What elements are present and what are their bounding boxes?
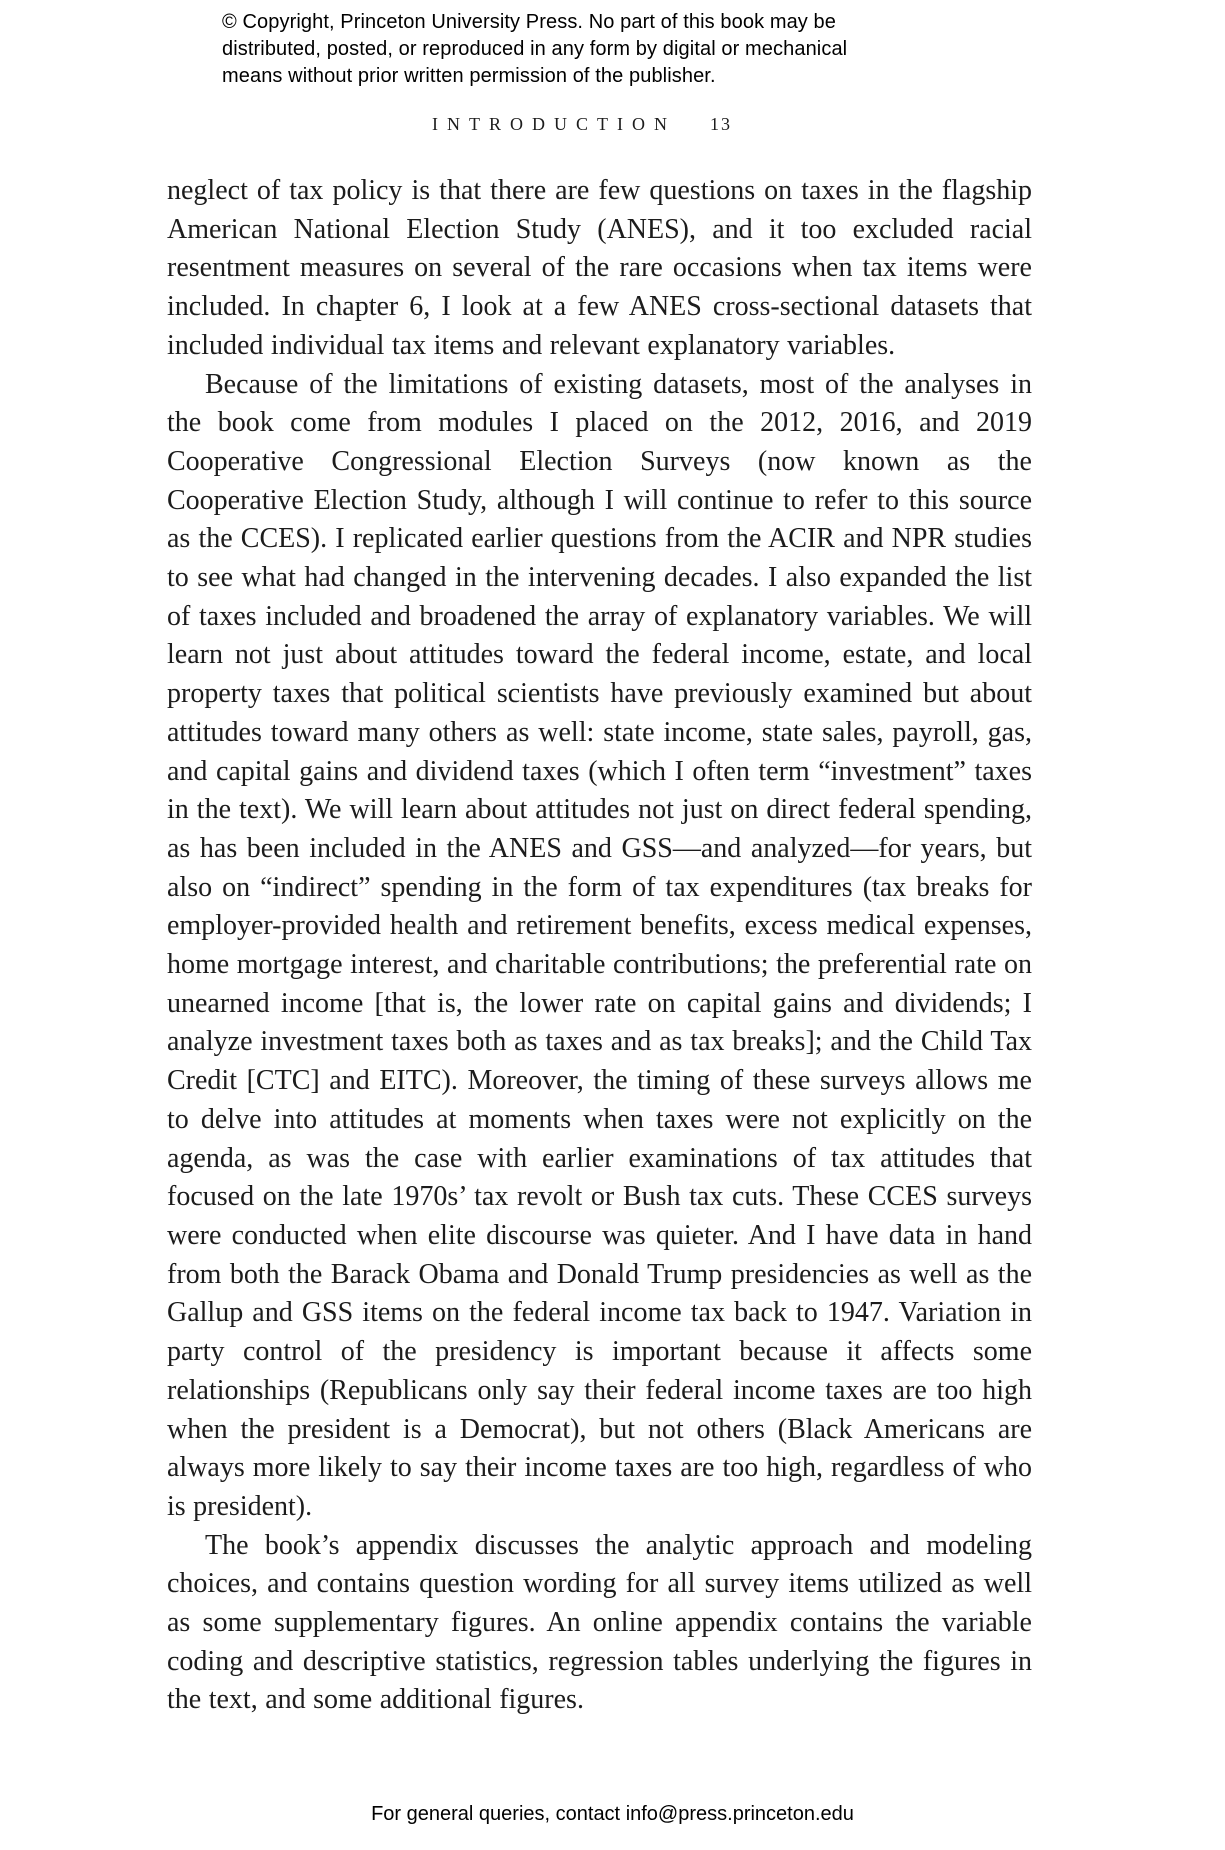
- paragraph-3: The book’s appendix discusses the analytic approach and modeling choices, and contains question wording for all survey items utilized as well as some supplementary figures. An online appendix contains the variable coding and descriptive statistics, regression tables underlying the figures in the text, and some additional figures.: [167, 1529, 1032, 1716]
- page-footer: [0, 1803, 1225, 1826]
- chapter-title: INTRODUCTION: [432, 114, 676, 134]
- body-text: [167, 172, 1032, 1720]
- copyright-notice: [222, 9, 847, 90]
- copyright-line-3: means without prior written permission of the publisher.: [222, 65, 716, 87]
- copyright-line-2: distributed, posted, or reproduced in any form by digital or mechanical: [222, 38, 848, 60]
- paragraph-2: Because of the limitations of existing datasets, most of the analyses in the book come from modules I placed on the 2012, 2016, and 2019 Cooperative Congressional Election Surveys (now known as the Cooperative Election Study, although I will continue to refer to this source as the CCES). I replicated earlier questions from the ACIR and NPR studies to see what had changed in the intervening decades. I also expanded the list of taxes included and broadened the array of explanatory variables. We will learn not just about attitudes toward the federal income, estate, and local property taxes that political scientists have previously examined but about attitudes toward many others as well: state income, state sales, payroll, gas, and capital gains and dividend taxes (which I often term “investment” taxes in the text). We will learn about attitudes not just on direct federal spending, as has been included in the ANES and GSS—and analyzed—for years, but also on “indirect” spending in the form of tax expenditures (tax breaks for employer-provided health and retirement benefits, excess medical expenses, home mortgage interest, and charitable contributions; the preferential rate on unearned income [that is, the lower rate on capital gains and dividends; I analyze investment taxes both as taxes and as tax breaks]; and the Child Tax Credit [CTC] and EITC). Moreover, the timing of these surveys allows me to delve into attitudes at moments when taxes were not explicitly on the agenda, as was the case with earlier examinations of tax attitudes that focused on the late 1970s’ tax revolt or Bush tax cuts. These CCES surveys were conducted when elite discourse was quieter. And I have data in hand from both the Barack Obama and Donald Trump presidencies as well as the Gallup and GSS items on the federal income tax back to 1947. Variation in party control of the presidency is important because it affects some relationships (Republicans only say their federal income taxes are too high when the president is a Democrat), but not others (Black Americans are always more likely to say their income taxes are too high, regardless of who is president).: [167, 368, 1032, 1522]
- running-head: [167, 114, 997, 135]
- copyright-line-1: © Copyright, Princeton University Press. No part of this book may be: [222, 11, 837, 33]
- contact-email-link[interactable]: info@press.princeton.edu: [625, 1803, 854, 1825]
- footer-text: For general queries, contact: [371, 1803, 626, 1825]
- paragraph-1: neglect of tax policy is that there are few questions on taxes in the flagship American National Election Study (ANES), and it too excluded racial resentment measures on several of the rare occasions when tax items were included. In chapter 6, I look at a few ANES cross-sectional datasets that included individual tax items and relevant explanatory variables.: [167, 175, 1032, 361]
- page-number: 13: [709, 114, 732, 134]
